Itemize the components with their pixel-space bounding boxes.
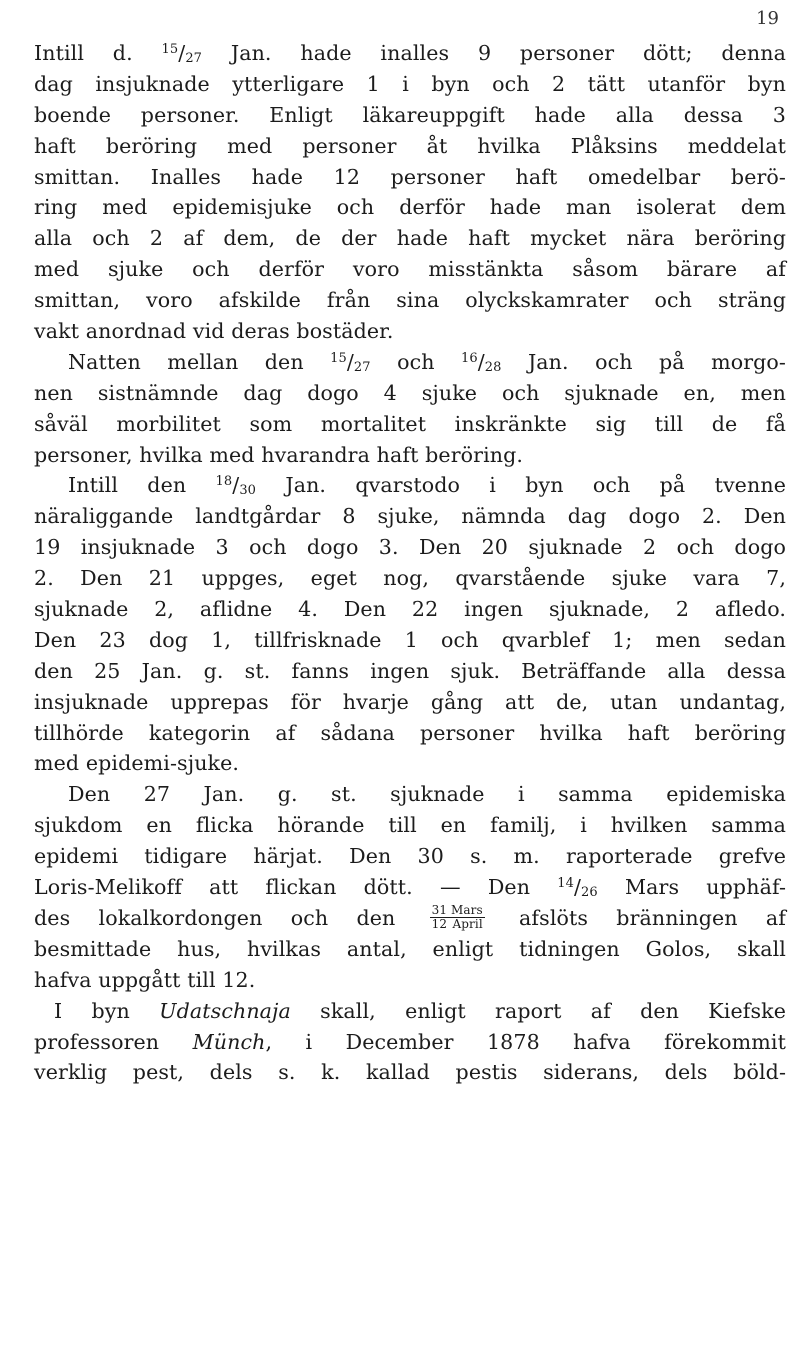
text-line — [34, 409, 786, 440]
text-run: med epidemi-sjuke. — [34, 751, 240, 776]
text-run: Jan. qvarstodo i byn och på tvenne — [256, 473, 786, 498]
text-run: nen sistnämnde dag dogo 4 sjuke och sjuknade en, men — [34, 380, 786, 405]
text-run: / — [574, 875, 582, 900]
stacked-date-bottom: 12 April — [431, 916, 483, 931]
text-line — [34, 38, 786, 69]
text-run: näraliggande landtgårdar 8 sjuke, nämnda dag dogo 2. Den — [34, 504, 786, 529]
text-run: haft beröring med personer åt hvilka Plåksins meddelat — [34, 133, 786, 158]
text-run: Jan. och på morgo- — [501, 349, 786, 374]
document-body — [34, 38, 786, 1088]
text-line — [34, 872, 786, 903]
text-line — [34, 223, 786, 254]
text-run: / — [232, 473, 240, 498]
stacked-date — [430, 904, 485, 931]
text-line — [34, 162, 786, 193]
text-line — [34, 748, 786, 779]
text-run: smittan. Inalles hade 12 personer haft omedelbar berö- — [34, 164, 786, 189]
text-run: Den 27 Jan. g. st. sjuknade i samma epidemiska — [68, 782, 786, 807]
text-run: Den 23 dog 1, tillfrisknade 1 och qvarblef 1; men sedan — [34, 627, 786, 652]
text-run: sjukdom en flicka hörande till en familj, i hvilken samma — [34, 813, 786, 838]
fraction-denominator: 30 — [239, 483, 257, 499]
fraction-numerator: 15 — [161, 42, 179, 57]
text-line — [34, 440, 786, 471]
text-run: epidemi tidigare härjat. Den 30 s. m. raporterade grefve — [34, 844, 786, 869]
fraction-denominator: 28 — [484, 359, 502, 375]
text-line — [34, 625, 786, 656]
text-line — [34, 1027, 786, 1058]
page-number: 19 — [756, 8, 779, 29]
text-run: med sjuke och derför voro misstänkta såsom bärare af — [34, 257, 786, 282]
text-run: dag insjuknade ytterligare 1 i byn och 2 tätt utanför byn — [34, 71, 786, 96]
fraction-numerator: 14 — [557, 876, 574, 892]
text-run: smittan, voro afskilde från sina olyckskamrater och sträng — [34, 288, 786, 313]
text-run: personer, hvilka med hvarandra haft beröring. — [34, 442, 524, 467]
text-run: ring med epidemisjuke och derför hade man isolerat dem — [34, 195, 786, 220]
text-line — [34, 378, 786, 409]
text-run: hafva uppgått till 12. — [34, 967, 256, 992]
text-run: Loris-Melikoff att flickan dött. — Den — [34, 875, 558, 900]
text-run: 2. Den 21 uppges, eget nog, qvarstående sjuke vara 7, — [34, 566, 786, 591]
text-line — [34, 470, 786, 501]
text-line — [34, 347, 786, 378]
text-run: / — [346, 349, 354, 374]
text-run: insjuknade upprepas för hvarje gång att de, utan undantag, — [34, 689, 786, 714]
fraction-denominator: 26 — [581, 885, 598, 901]
text-run: , i December 1878 hafva förekommit — [265, 1029, 786, 1054]
text-run: 19 insjuknade 3 och dogo 3. Den 20 sjuknade 2 och dogo — [34, 535, 786, 560]
fraction-denominator: 27 — [353, 359, 371, 375]
text-run: Jan. hade inalles 9 personer dött; denna — [202, 41, 786, 65]
text-run: besmittade hus, hvilkas antal, enligt tidningen Golos, skall — [34, 936, 786, 961]
fraction-numerator: 18 — [215, 474, 233, 490]
text-line — [34, 934, 786, 965]
text-run: den 25 Jan. g. st. fanns ingen sjuk. Beträffande alla dessa — [34, 658, 786, 683]
text-run: boende personer. Enligt läkareuppgift hade alla dessa 3 — [34, 102, 786, 127]
text-line — [34, 810, 786, 841]
fraction-numerator: 15 — [330, 350, 347, 366]
text-line — [34, 285, 786, 316]
text-line — [34, 532, 786, 563]
text-line — [34, 687, 786, 718]
text-run: Intill d. — [34, 41, 162, 65]
text-run: vakt anordnad vid deras bostäder. — [34, 319, 394, 344]
text-run: des lokalkordongen och den — [34, 905, 424, 930]
text-line — [34, 1057, 786, 1088]
text-line — [34, 316, 786, 347]
text-run: / — [477, 349, 485, 374]
fraction-denominator: 27 — [185, 51, 203, 66]
fraction-numerator: 16 — [460, 350, 478, 366]
text-line — [34, 254, 786, 285]
text-run: verklig pest, dels s. k. kallad pestis siderans, dels böld- — [34, 1060, 786, 1085]
italic-text: Münch — [192, 1029, 266, 1054]
text-line — [34, 594, 786, 625]
text-run: Natten mellan den — [68, 349, 331, 374]
italic-text: Udatschnaja — [159, 998, 291, 1023]
text-run: / — [178, 41, 186, 65]
text-line — [34, 903, 786, 934]
text-line — [34, 131, 786, 162]
text-line — [34, 69, 786, 100]
text-line — [34, 841, 786, 872]
text-line — [34, 718, 786, 749]
text-line — [34, 192, 786, 223]
text-line — [34, 563, 786, 594]
text-run: skall, enligt raport af den Kiefske — [290, 998, 786, 1023]
text-run: I byn — [54, 998, 160, 1023]
text-line — [34, 100, 786, 131]
text-line — [34, 501, 786, 532]
text-line — [34, 996, 786, 1027]
text-run: Mars upphäf- — [597, 875, 786, 900]
text-line — [34, 779, 786, 810]
stacked-date-top: 31 Mars — [431, 902, 483, 917]
text-run: sjuknade 2, aflidne 4. Den 22 ingen sjuknade, 2 afledo. — [34, 597, 786, 622]
text-run: och — [370, 349, 461, 374]
text-run: afslöts bränningen af — [490, 905, 786, 930]
text-line — [34, 656, 786, 687]
text-run: Intill den — [68, 473, 216, 498]
text-line — [34, 965, 786, 996]
text-run: tillhörde kategorin af sådana personer hvilka haft beröring — [34, 720, 786, 745]
text-run: såväl morbilitet som mortalitet inskränkte sig till de få — [34, 411, 786, 436]
text-run: alla och 2 af dem, de der hade haft mycket nära beröring — [34, 226, 786, 251]
text-run: professoren — [34, 1029, 193, 1054]
